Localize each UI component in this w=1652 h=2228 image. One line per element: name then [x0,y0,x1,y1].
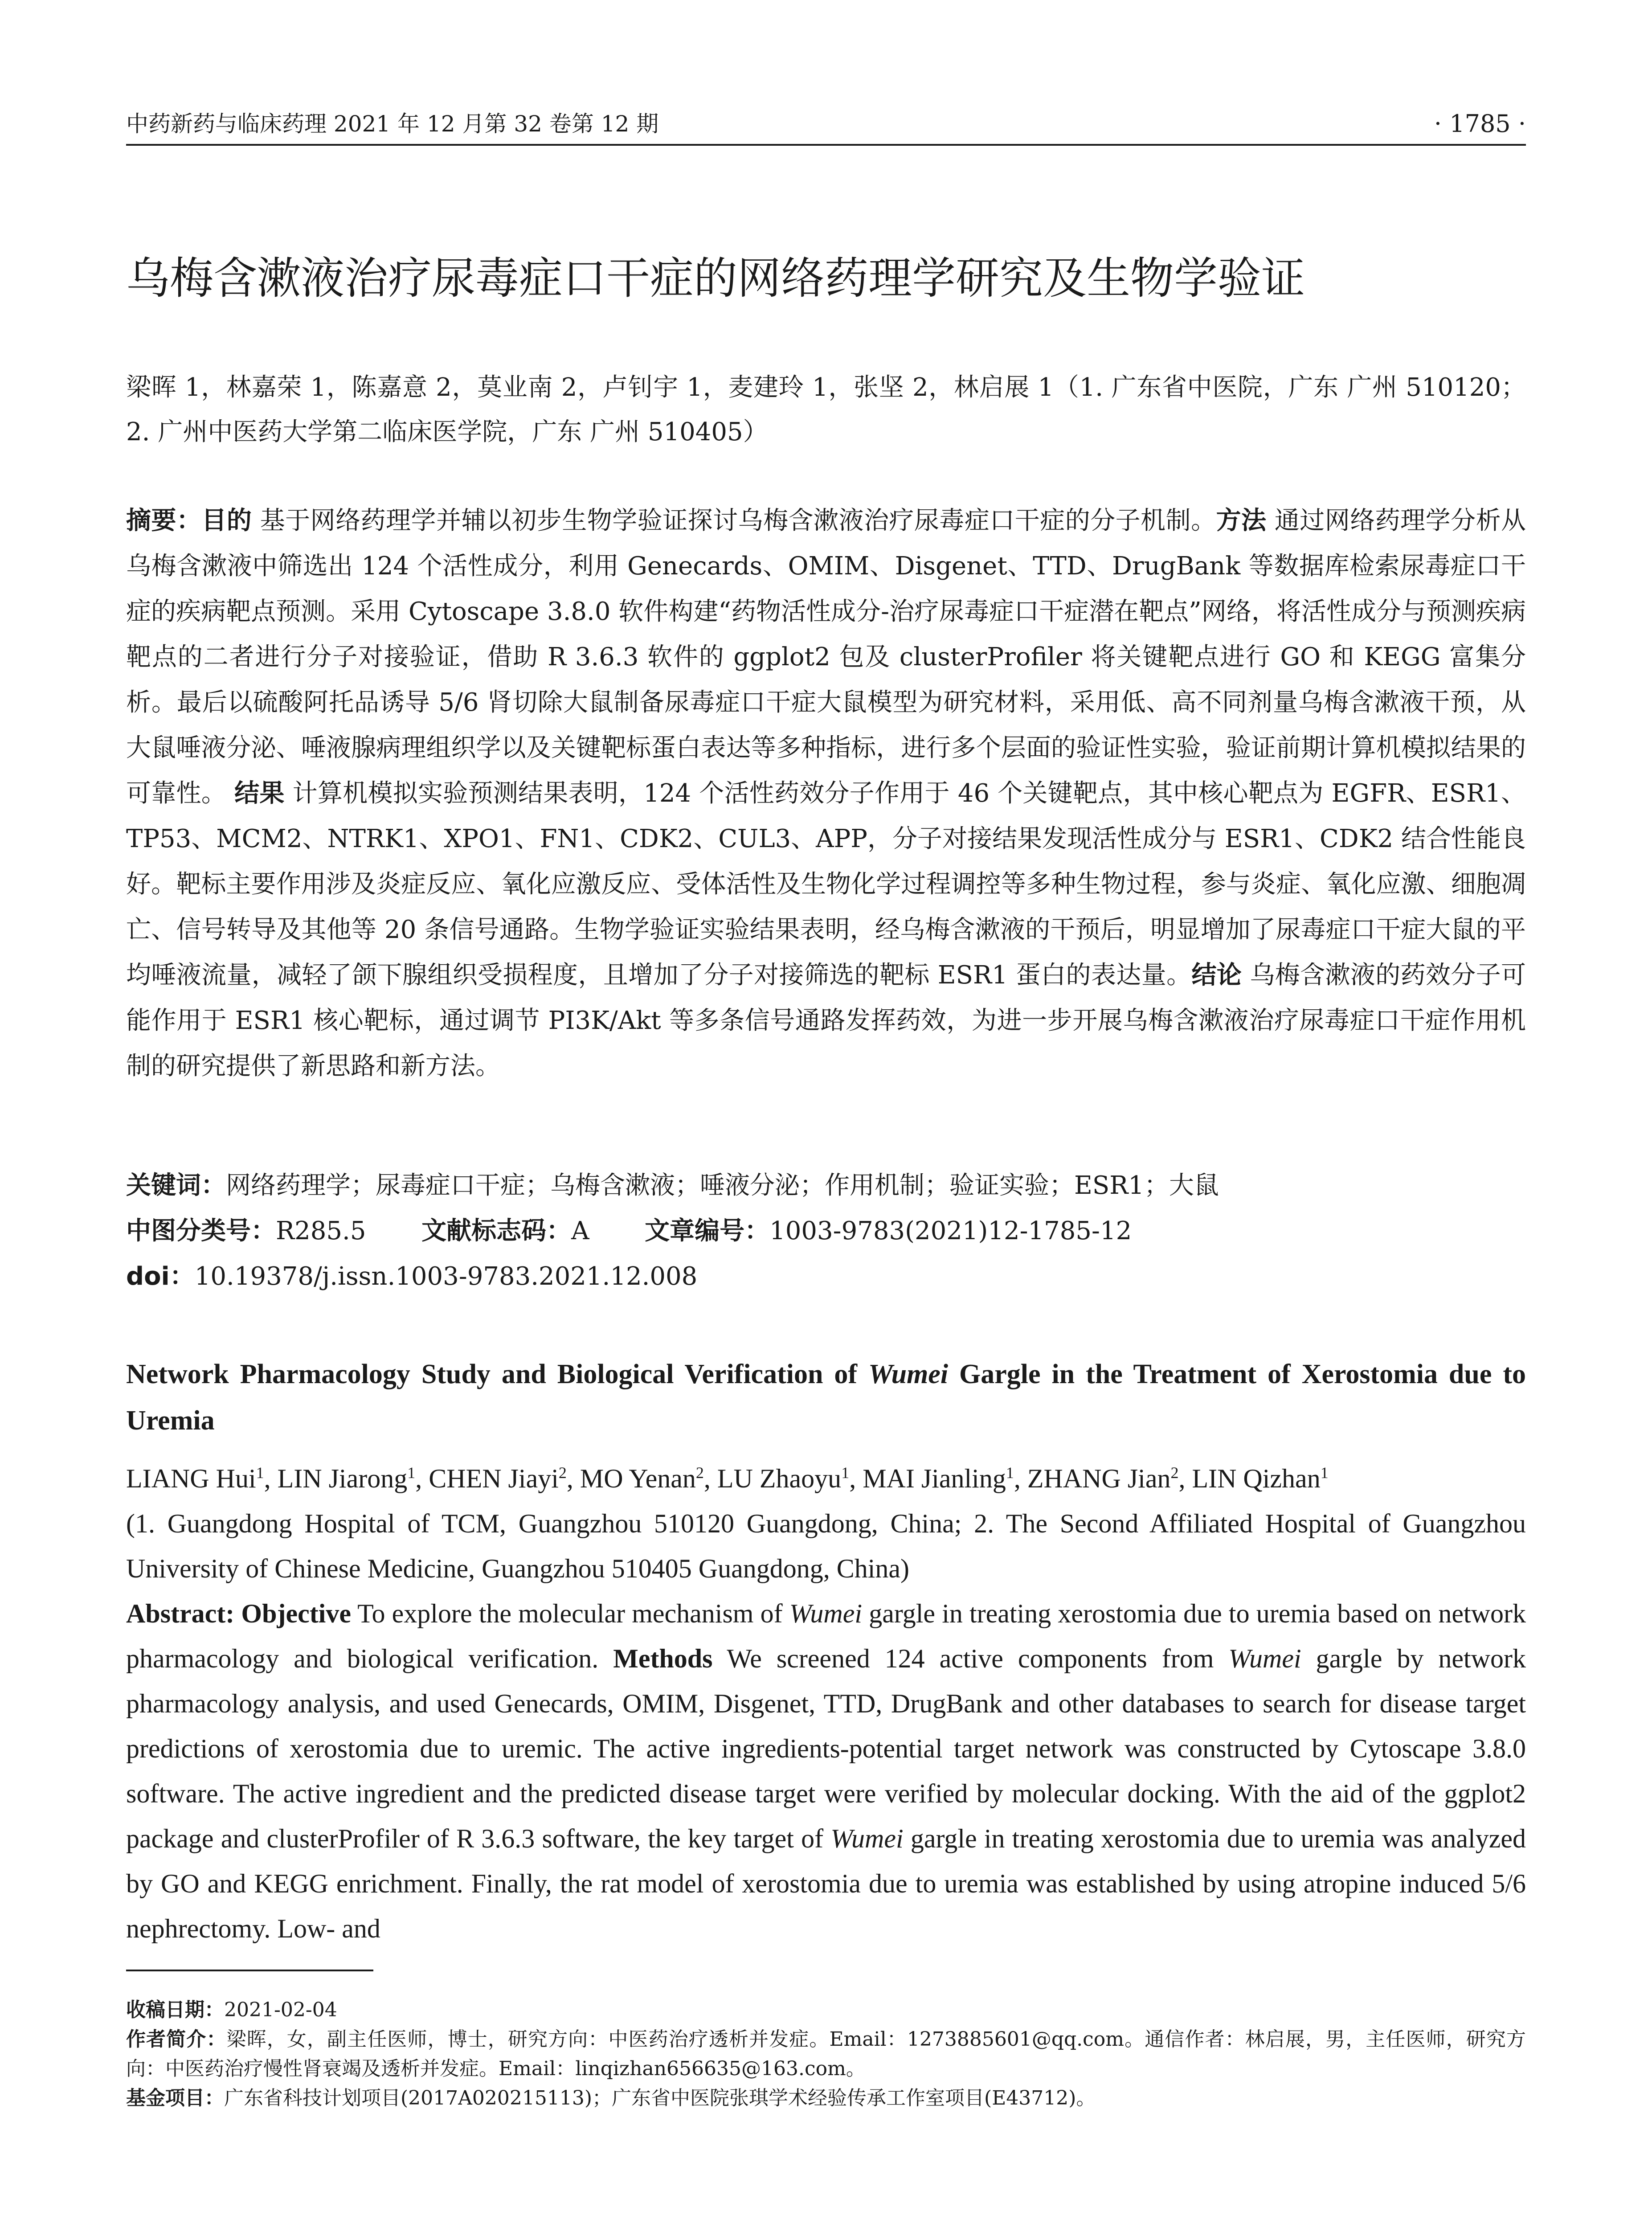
running-header [126,108,1526,146]
author-en: ZHANG Jian$^2$ [1027,1464,1179,1493]
wumei-italic: Wumei [1228,1644,1301,1673]
title-en-part1: Network Pharmacology Study and Biological Verification of [126,1359,868,1389]
article-no-label: 文章编号： [645,1216,770,1245]
funding: 基金项目：广东省科技计划项目(2017A020215113)；广东省中医院张琪学术经验传承工作室项目(E43712)。 [126,2087,1096,2109]
clc-value: R285.5 [276,1216,366,1245]
footnotes [126,1995,1526,2113]
objective-label-en: Objective [241,1599,351,1628]
wumei-italic: Wumei [789,1599,863,1628]
doi-label: doi： [126,1262,195,1291]
doi-link[interactable]: 10.19378/j.issn.1003-9783.2021.12.008 [194,1262,698,1291]
author-en: CHEN Jiayi$^2$ [429,1464,567,1493]
conclusion-label-cn: 结论 [1191,961,1242,990]
keywords-text-cn: 网络药理学；尿毒症口干症；乌梅含漱液；唾液分泌；作用机制；验证实验；ESR1；大鼠 [226,1171,1219,1200]
methods-label-cn: 方法 [1216,506,1267,535]
doc-code-label: 文献标志码： [421,1216,572,1245]
abstract-en [126,1591,1526,1951]
abstract-label-en: Abstract: [126,1599,235,1628]
methods-text-cn: 通过网络药理学分析从乌梅含漱液中筛选出 124 个活性成分，利用 Genecards、OMIM、Disgenet、TTD、DrugBank 等数据库检索尿毒症口干症的疾病靶点预测。采用 Cytoscape 3.8.0 软件构建“药物活性成分-治疗尿毒症口干症潜在靶点”网络，将活性成分与预测疾病靶点的二者进行分子对接验证，借助 R 3.6.3 软件的 ggplot2 包及 clusterProfiler 将关键靶点进行 GO 和 KEGG 富集分析。最后以硫酸阿托品诱导 5/6 肾切除大鼠制备尿毒症口干症大鼠模型为研究材料，采用低、高不同剂量乌梅含漱液干预，从大鼠唾液分泌、唾液腺病理组织学以及关键靶标蛋白表达等多种指标，进行多个层面的验证性实验，验证前期计算机模拟结果的可靠性。 [126,506,1526,808]
wumei-italic: Wumei [830,1824,904,1853]
objective-text-en-2: gargle in treating xerostomia due to uremia based on network pharmacology and biological verification. [126,1599,1526,1673]
objective-text-en: To explore the molecular mechanism of [357,1599,789,1628]
clc-label: 中图分类号： [126,1216,276,1245]
results-label-cn: 结果 [234,779,285,808]
conclusion-text-cn: 乌梅含漱液的药效分子可能作用于 ESR1 核心靶标，通过调节 PI3K/Akt 等多条信号通路发挥药效，为进一步开展乌梅含漱液治疗尿毒症口干症作用机制的研究提供了新思路和新方法。 [126,961,1526,1081]
objective-text-cn: 基于网络药理学并辅以初步生物学验证探讨乌梅含漱液治疗尿毒症口干症的分子机制。 [260,506,1216,535]
objective-label-cn: 目的 [201,506,252,535]
author-en: LIN Qizhan$^1$ [1192,1464,1329,1493]
authors-en: LIANG Hui$^1$, LIN Jiarong$^1$, CHEN Jiayi$^2$, MO Yenan$^2$, LU Zhaoyu$^1$, MAI Jianling$^1$, ZHANG Jian$^2$, LIN Qizhan$^1$ [126,1464,1329,1493]
abstract-cn [126,498,1526,1089]
title-en-part2: Gargle in the Treatment of Xerostomia due to Uremia [126,1359,1526,1436]
doc-code-value: A [571,1216,589,1245]
keywords-label-cn: 关键词： [126,1171,226,1200]
author-en: LU Zhaoyu$^1$ [717,1464,850,1493]
affiliations-en: (1. Guangdong Hospital of TCM, Guangzhou 510120 Guangdong, China; 2. The Second Affiliated Hospital of Guangzhou University of Chinese Medicine, Guangzhou 510405 Guangdong, China) [126,1509,1526,1583]
author-en: MO Yenan$^2$ [580,1464,704,1493]
author-intro: 作者简介：梁晖，女，副主任医师，博士，研究方向：中医药治疗透析并发症。Email：1273885601@qq.com。通信作者：林启展，男，主任医师，研究方向：中医药治疗慢性肾衰竭及透析并发症。Email：linqizhan656635@163.com。 [126,2028,1526,2080]
author-en: LIANG Hui$^1$ [126,1464,264,1493]
classification-line [126,1208,1526,1254]
methods-label-en: Methods [613,1644,713,1673]
article-title-en [126,1351,1526,1444]
results-text-cn: 计算机模拟实验预测结果表明，124 个活性药效分子作用于 46 个关键靶点，其中核心靶点为 EGFR、ESR1、TP53、MCM2、NTRK1、XPO1、FN1、CDK2、CUL3、APP，分子对接结果发现活性成分与 ESR1、CDK2 结合性能良好。靶标主要作用涉及炎症反应、氧化应激反应、受体活性及生物化学过程调控等多种生物过程，参与炎症、氧化应激、细胞凋亡、信号转导及其他等 20 条信号通路。生物学验证实验结果表明，经乌梅含漱液的干预后，明显增加了尿毒症口干症大鼠的平均唾液流量，减轻了颌下腺组织受损程度，且增加了分子对接筛选的靶标 ESR1 蛋白的表达量。 [126,779,1526,990]
title-en-italic: Wumei [868,1359,949,1389]
page-number: · 1785 · [1434,110,1526,138]
methods-text-en-2: gargle by network pharmacology analysis, and used Genecards, OMIM, Disgenet, TTD, DrugBank and other databases to search for disease target predictions of xerostomia due to uremic. The active ingredients-potential target network was constructed by Cytoscape 3.8.0 software. The active ingredient and the predicted disease target were verified by molecular docking. With the aid of the ggplot2 package and clusterProfiler of R 3.6.3 software, the key target of [126,1644,1526,1853]
methods-text-en-3: gargle in treating xerostomia due to uremia was analyzed by GO and KEGG enrichment. Finally, the rat model of xerostomia due to uremia was established by using atropine induced 5/6 nephrectomy. Low- and [126,1824,1526,1943]
author-en: MAI Jianling$^1$ [863,1464,1014,1493]
methods-text-en: We screened 124 active components from [727,1644,1229,1673]
article-no-value: 1003-9783(2021)12-1785-12 [769,1216,1132,1245]
author-en: LIN Jiarong$^1$ [277,1464,416,1493]
authors-cn: 梁晖 1，林嘉荣 1，陈嘉意 2，莫业南 2，卢钊宇 1，麦建玲 1，张坚 2，林启展 1（1. 广东省中医院，广东 广州 510120；2. 广州中医药大学第二临床医学院，广东 广州 510405） [126,373,1526,446]
doi-line [126,1254,1526,1299]
footnote-divider [126,1970,373,1971]
abstract-label-cn: 摘要： [126,506,202,535]
received-date: 收稿日期：2021-02-04 [126,1999,337,2021]
article-title-cn: 乌梅含漱液治疗尿毒症口干症的网络药理学研究及生物学验证 [126,253,1305,304]
keywords-cn [126,1163,1526,1208]
journal-issue: 中药新药与临床药理 2021 年 12 月第 32 卷第 12 期 [126,111,659,137]
